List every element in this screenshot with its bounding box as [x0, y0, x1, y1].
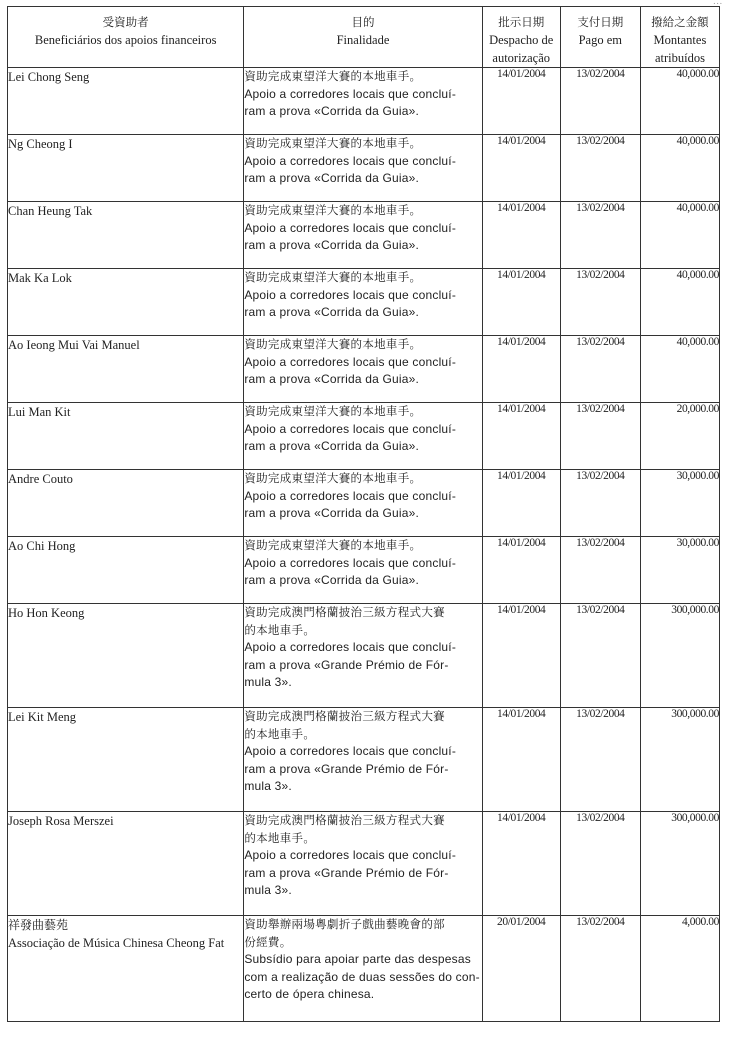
- paid-date: 13/02/2004: [560, 537, 640, 604]
- purpose-line: certo de ópera chinesa.: [244, 987, 375, 1001]
- header-paid-zh: 支付日期: [577, 15, 624, 29]
- header-purpose: [244, 7, 482, 68]
- table-row: [8, 269, 720, 336]
- paid-date: 13/02/2004: [560, 269, 640, 336]
- amount-cell: 30,000.00: [640, 537, 719, 604]
- beneficiary-cell: [8, 403, 244, 470]
- table-row: [8, 68, 720, 135]
- purpose-line: 資助完成澳門格蘭披治三級方程式大賽: [244, 605, 445, 619]
- paid-date: 13/02/2004: [560, 470, 640, 537]
- purpose-line: Apoio a corredores locais que concluí-: [244, 220, 457, 235]
- purpose-line: mula 3».: [244, 883, 292, 897]
- beneficiary-cell: [8, 336, 244, 403]
- amount-cell: 30,000.00: [640, 470, 719, 537]
- purpose-line: 資助完成東望洋大賽的本地車手。: [244, 203, 422, 217]
- purpose-line: Apoio a corredores locais que concluí-: [244, 555, 457, 570]
- purpose-line: 的本地車手。: [244, 726, 316, 741]
- paid-date: 13/02/2004: [560, 604, 640, 708]
- purpose-line: Apoio a corredores locais que concluí-: [244, 744, 457, 758]
- table-row: [8, 470, 720, 537]
- header-authorization-pt1: Despacho de: [489, 33, 554, 47]
- authorization-date: 14/01/2004: [482, 202, 560, 269]
- paid-date: 13/02/2004: [560, 336, 640, 403]
- table-row: [8, 708, 720, 812]
- table-row: [8, 202, 720, 269]
- purpose-cell: [244, 916, 482, 1022]
- table-row: [8, 336, 720, 403]
- beneficiary-name: Mak Ka Lok: [8, 271, 72, 285]
- beneficiary-name: Lui Man Kit: [8, 405, 71, 419]
- header-beneficiary-pt: Beneficiários dos apoios financeiros: [34, 33, 217, 47]
- beneficiary-cell: [8, 470, 244, 537]
- amount-cell: 40,000.00: [640, 269, 719, 336]
- purpose-line: ram a prova «Corrida da Guia».: [244, 573, 420, 587]
- purpose-line: ram a prova «Grande Prémio de Fór-: [244, 657, 449, 672]
- purpose-line: 資助完成東望洋大賽的本地車手。: [244, 471, 422, 485]
- amount-cell: 40,000.00: [640, 336, 719, 403]
- amount-cell: 40,000.00: [640, 135, 719, 202]
- authorization-date: 14/01/2004: [482, 812, 560, 916]
- purpose-line: ram a prova «Corrida da Guia».: [244, 238, 420, 252]
- header-purpose-pt: Finalidade: [336, 33, 390, 47]
- paid-date: 13/02/2004: [560, 403, 640, 470]
- purpose-line: 資助完成東望洋大賽的本地車手。: [244, 136, 422, 150]
- purpose-line: Apoio a corredores locais que concluí-: [244, 287, 457, 302]
- table-row: [8, 916, 720, 1022]
- purpose-line: 資助完成東望洋大賽的本地車手。: [244, 69, 422, 83]
- beneficiary-cell: [8, 68, 244, 135]
- purpose-line: ram a prova «Corrida da Guia».: [244, 506, 420, 520]
- purpose-line: Apoio a corredores locais que concluí-: [244, 848, 457, 862]
- purpose-line: ram a prova «Corrida da Guia».: [244, 439, 420, 453]
- purpose-cell: [244, 604, 482, 708]
- purpose-line: com a realização de duas sessões do con-: [244, 969, 480, 984]
- beneficiary-name: Lei Chong Seng: [8, 70, 90, 84]
- purpose-line: ram a prova «Corrida da Guia».: [244, 171, 420, 185]
- header-row: [8, 7, 720, 68]
- header-paid: [560, 7, 640, 68]
- beneficiary-name: Joseph Rosa Merszei: [8, 814, 114, 828]
- amount-cell: 40,000.00: [640, 68, 719, 135]
- purpose-line: 的本地車手。: [244, 622, 316, 637]
- authorization-date: 14/01/2004: [482, 269, 560, 336]
- beneficiary-cell: [8, 537, 244, 604]
- paid-date: 13/02/2004: [560, 812, 640, 916]
- purpose-line: 資助舉辦兩場粵劇折子戲曲藝晚會的部: [244, 917, 445, 931]
- purpose-line: Apoio a corredores locais que concluí-: [244, 153, 457, 168]
- purpose-cell: [244, 708, 482, 812]
- paid-date: 13/02/2004: [560, 708, 640, 812]
- header-amount-pt1: Montantes: [653, 33, 707, 47]
- purpose-line: 份經費。: [244, 934, 292, 949]
- table-row: [8, 135, 720, 202]
- purpose-cell: [244, 812, 482, 916]
- table-row: [8, 403, 720, 470]
- beneficiary-cell: [8, 812, 244, 916]
- purpose-line: ram a prova «Corrida da Guia».: [244, 104, 420, 118]
- beneficiary-cell: [8, 708, 244, 812]
- purpose-cell: [244, 202, 482, 269]
- purpose-line: Apoio a corredores locais que concluí-: [244, 421, 457, 436]
- table-row: [8, 812, 720, 916]
- beneficiary-name: Chan Heung Tak: [8, 204, 93, 218]
- purpose-line: 資助完成東望洋大賽的本地車手。: [244, 404, 422, 418]
- grants-table: [7, 6, 720, 1022]
- purpose-line: 資助完成東望洋大賽的本地車手。: [244, 538, 422, 552]
- amount-cell: 300,000.00: [640, 708, 719, 812]
- purpose-line: mula 3».: [244, 675, 292, 689]
- amount-cell: 20,000.00: [640, 403, 719, 470]
- header-amount-pt2: atribuídos: [654, 51, 705, 65]
- authorization-date: 14/01/2004: [482, 336, 560, 403]
- beneficiary-name: Ao Ieong Mui Vai Manuel: [8, 338, 140, 352]
- purpose-line: ram a prova «Corrida da Guia».: [244, 305, 420, 319]
- beneficiary-cell: [8, 604, 244, 708]
- purpose-line: 資助完成東望洋大賽的本地車手。: [244, 337, 422, 351]
- purpose-line: Apoio a corredores locais que concluí-: [244, 354, 457, 369]
- authorization-date: 14/01/2004: [482, 604, 560, 708]
- authorization-date: 14/01/2004: [482, 403, 560, 470]
- purpose-line: ram a prova «Corrida da Guia».: [244, 372, 420, 386]
- beneficiary-name: Lei Kit Meng: [8, 710, 77, 724]
- purpose-cell: [244, 336, 482, 403]
- purpose-line: 資助完成澳門格蘭披治三級方程式大賽: [244, 709, 445, 723]
- purpose-line: Apoio a corredores locais que concluí-: [244, 488, 457, 503]
- purpose-cell: [244, 470, 482, 537]
- header-authorization-zh: 批示日期: [498, 15, 545, 29]
- paid-date: 13/02/2004: [560, 135, 640, 202]
- purpose-line: Subsídio para apoiar parte das despesas: [244, 952, 471, 966]
- header-authorization: [482, 7, 560, 68]
- header-paid-pt: Pago em: [578, 33, 623, 47]
- beneficiary-name: Associação de Música Chinesa Cheong Fat: [8, 936, 225, 950]
- beneficiary-cell: [8, 916, 244, 1022]
- purpose-line: 資助完成澳門格蘭披治三級方程式大賽: [244, 813, 445, 827]
- purpose-line: ram a prova «Grande Prémio de Fór-: [244, 865, 449, 880]
- authorization-date: 14/01/2004: [482, 537, 560, 604]
- paid-date: 13/02/2004: [560, 202, 640, 269]
- beneficiary-name: Ng Cheong I: [8, 137, 73, 151]
- header-amount-zh: 撥給之金額: [651, 15, 709, 29]
- header-purpose-zh: 目的: [351, 15, 375, 29]
- purpose-line: Apoio a corredores locais que concluí-: [244, 86, 457, 101]
- amount-cell: 300,000.00: [640, 604, 719, 708]
- table-row: [8, 604, 720, 708]
- authorization-date: 14/01/2004: [482, 68, 560, 135]
- authorization-date: 20/01/2004: [482, 916, 560, 1022]
- purpose-cell: [244, 403, 482, 470]
- amount-cell: 40,000.00: [640, 202, 719, 269]
- beneficiary-cell: [8, 202, 244, 269]
- purpose-cell: [244, 269, 482, 336]
- purpose-line: ram a prova «Grande Prémio de Fór-: [244, 761, 449, 776]
- beneficiary-cell: [8, 135, 244, 202]
- purpose-line: 的本地車手。: [244, 830, 316, 845]
- authorization-date: 14/01/2004: [482, 708, 560, 812]
- beneficiary-name: Andre Couto: [8, 472, 73, 486]
- beneficiary-name: Ao Chi Hong: [8, 539, 76, 553]
- header-beneficiary-zh: 受資助者: [102, 15, 149, 29]
- authorization-date: 14/01/2004: [482, 470, 560, 537]
- purpose-line: mula 3».: [244, 779, 292, 793]
- purpose-cell: [244, 135, 482, 202]
- header-amount: [640, 7, 719, 68]
- table-row: [8, 537, 720, 604]
- corner-mark: ...: [713, 0, 723, 6]
- header-beneficiary: [8, 7, 244, 68]
- purpose-cell: [244, 68, 482, 135]
- beneficiary-name-zh: 祥發曲藝苑: [8, 918, 69, 932]
- authorization-date: 14/01/2004: [482, 135, 560, 202]
- amount-cell: 4,000.00: [640, 916, 719, 1022]
- amount-cell: 300,000.00: [640, 812, 719, 916]
- purpose-line: Apoio a corredores locais que concluí-: [244, 640, 457, 654]
- beneficiary-cell: [8, 269, 244, 336]
- purpose-line: 資助完成東望洋大賽的本地車手。: [244, 270, 422, 284]
- paid-date: 13/02/2004: [560, 68, 640, 135]
- purpose-cell: [244, 537, 482, 604]
- paid-date: 13/02/2004: [560, 916, 640, 1022]
- beneficiary-name: Ho Hon Keong: [8, 606, 85, 620]
- header-authorization-pt2: autorização: [492, 51, 551, 65]
